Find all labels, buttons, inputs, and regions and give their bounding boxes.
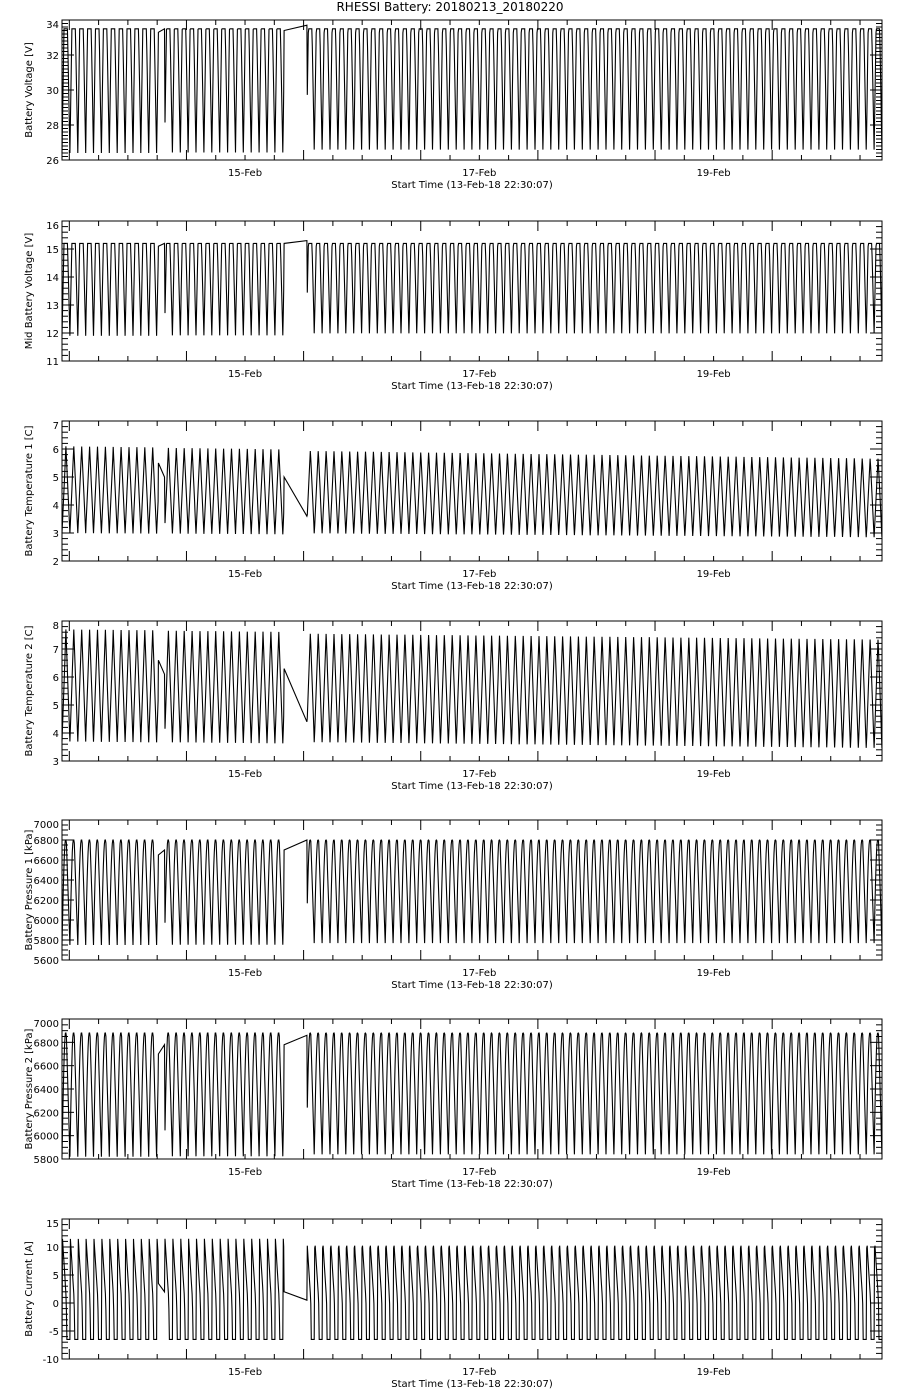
y-axis-label: Mid Battery Voltage [V] [24, 232, 35, 350]
x-axis-label: Start Time (13-Feb-18 22:30:07) [391, 581, 553, 592]
y-tick-label: 6800 [33, 1038, 59, 1050]
series-line [62, 25, 882, 153]
x-tick-label: 17-Feb [462, 968, 497, 979]
y-tick-label: 6400 [33, 1085, 59, 1096]
y-tick-label: 15 [46, 1219, 59, 1230]
x-tick-label: 19-Feb [696, 569, 731, 580]
x-axis-label: Start Time (13-Feb-18 22:30:07) [391, 1379, 553, 1390]
x-tick-label: 15-Feb [228, 569, 263, 580]
chart-panel [24, 1019, 882, 1190]
y-tick-label: 5 [52, 1271, 59, 1282]
y-tick-label: -10 [42, 1355, 59, 1366]
y-tick-label: 14 [46, 273, 59, 284]
y-tick-label: 6200 [33, 896, 59, 907]
y-tick-label: 2 [52, 557, 59, 568]
x-tick-label: 17-Feb [462, 168, 497, 179]
y-tick-label: 5800 [33, 1155, 59, 1166]
series-line [62, 840, 882, 945]
y-tick-label: 6 [52, 445, 59, 456]
page-title: RHESSI Battery: 20180213_20180220 [336, 0, 564, 14]
y-tick-label: 6000 [33, 916, 59, 927]
y-tick-label: 28 [46, 121, 59, 132]
y-tick-label: 0 [52, 1299, 59, 1310]
y-axis-label: Battery Temperature 2 [C] [24, 625, 35, 757]
x-axis-label: Start Time (13-Feb-18 22:30:07) [391, 381, 553, 392]
y-tick-label: 6000 [33, 1131, 59, 1143]
x-tick-label: 15-Feb [228, 968, 263, 979]
y-tick-label: 16 [46, 221, 59, 232]
x-tick-label: 17-Feb [462, 1367, 497, 1378]
y-tick-label: 12 [46, 329, 59, 340]
y-tick-label: 6800 [33, 836, 59, 847]
series-line [62, 241, 882, 336]
chart-panel [24, 820, 882, 991]
x-tick-label: 15-Feb [228, 369, 263, 380]
x-tick-label: 19-Feb [696, 369, 731, 380]
y-tick-label: 5 [52, 701, 59, 712]
y-tick-label: 5800 [33, 936, 59, 947]
x-tick-label: 19-Feb [696, 769, 731, 780]
y-tick-label: 7 [52, 421, 59, 432]
chart-panel [24, 1219, 882, 1390]
x-tick-label: 17-Feb [462, 569, 497, 580]
y-tick-label: 10 [46, 1243, 59, 1254]
y-axis-label: Battery Voltage [V] [24, 42, 35, 138]
y-tick-label: 3 [52, 757, 59, 768]
series-line [62, 1239, 882, 1340]
y-tick-label: 6600 [33, 1061, 59, 1073]
y-axis-label: Battery Temperature 1 [C] [24, 425, 35, 557]
y-tick-label: 3 [52, 529, 59, 540]
x-tick-label: 19-Feb [696, 168, 731, 179]
series-line [62, 629, 882, 748]
series-line [62, 1033, 882, 1157]
y-tick-label: 7000 [33, 820, 59, 831]
y-tick-label: 34 [46, 20, 59, 31]
y-axis-label: Battery Pressure 1 [kPa] [24, 829, 35, 951]
plot-frame [62, 421, 882, 561]
y-tick-label: 30 [46, 86, 59, 97]
y-tick-label: 13 [46, 301, 59, 312]
x-tick-label: 17-Feb [462, 369, 497, 380]
x-tick-label: 19-Feb [696, 968, 731, 979]
x-tick-label: 19-Feb [696, 1167, 731, 1178]
y-tick-label: 5 [52, 473, 59, 484]
y-tick-label: 11 [46, 357, 59, 368]
x-tick-label: 15-Feb [228, 769, 263, 780]
y-tick-label: -5 [49, 1327, 59, 1338]
plot-frame [62, 221, 882, 361]
x-axis-label: Start Time (13-Feb-18 22:30:07) [391, 980, 553, 991]
y-axis-label: Battery Current [A] [24, 1241, 35, 1337]
y-tick-label: 7000 [33, 1019, 59, 1030]
y-tick-label: 6 [52, 673, 59, 684]
x-tick-label: 19-Feb [696, 1367, 731, 1378]
y-tick-label: 26 [46, 156, 59, 167]
chart-panel [24, 20, 882, 191]
chart-panel [24, 621, 882, 792]
y-tick-label: 5600 [33, 956, 59, 967]
x-tick-label: 15-Feb [228, 168, 263, 179]
y-axis-label: Battery Pressure 2 [kPa] [24, 1028, 35, 1150]
y-tick-label: 15 [46, 245, 59, 256]
y-tick-label: 4 [52, 729, 59, 740]
x-axis-label: Start Time (13-Feb-18 22:30:07) [391, 1179, 553, 1190]
x-axis-label: Start Time (13-Feb-18 22:30:07) [391, 180, 553, 191]
y-tick-label: 32 [46, 51, 59, 62]
chart-panel [24, 221, 882, 392]
y-tick-label: 4 [52, 501, 59, 512]
y-tick-label: 6600 [33, 856, 59, 867]
chart-panel [24, 421, 882, 592]
x-tick-label: 17-Feb [462, 1167, 497, 1178]
x-tick-label: 17-Feb [462, 769, 497, 780]
y-tick-label: 7 [52, 645, 59, 656]
series-line [62, 446, 882, 537]
x-tick-label: 15-Feb [228, 1367, 263, 1378]
y-tick-label: 6400 [33, 876, 59, 887]
x-axis-label: Start Time (13-Feb-18 22:30:07) [391, 781, 553, 792]
x-tick-label: 15-Feb [228, 1167, 263, 1178]
y-tick-label: 8 [52, 621, 59, 632]
y-tick-label: 6200 [33, 1108, 59, 1120]
